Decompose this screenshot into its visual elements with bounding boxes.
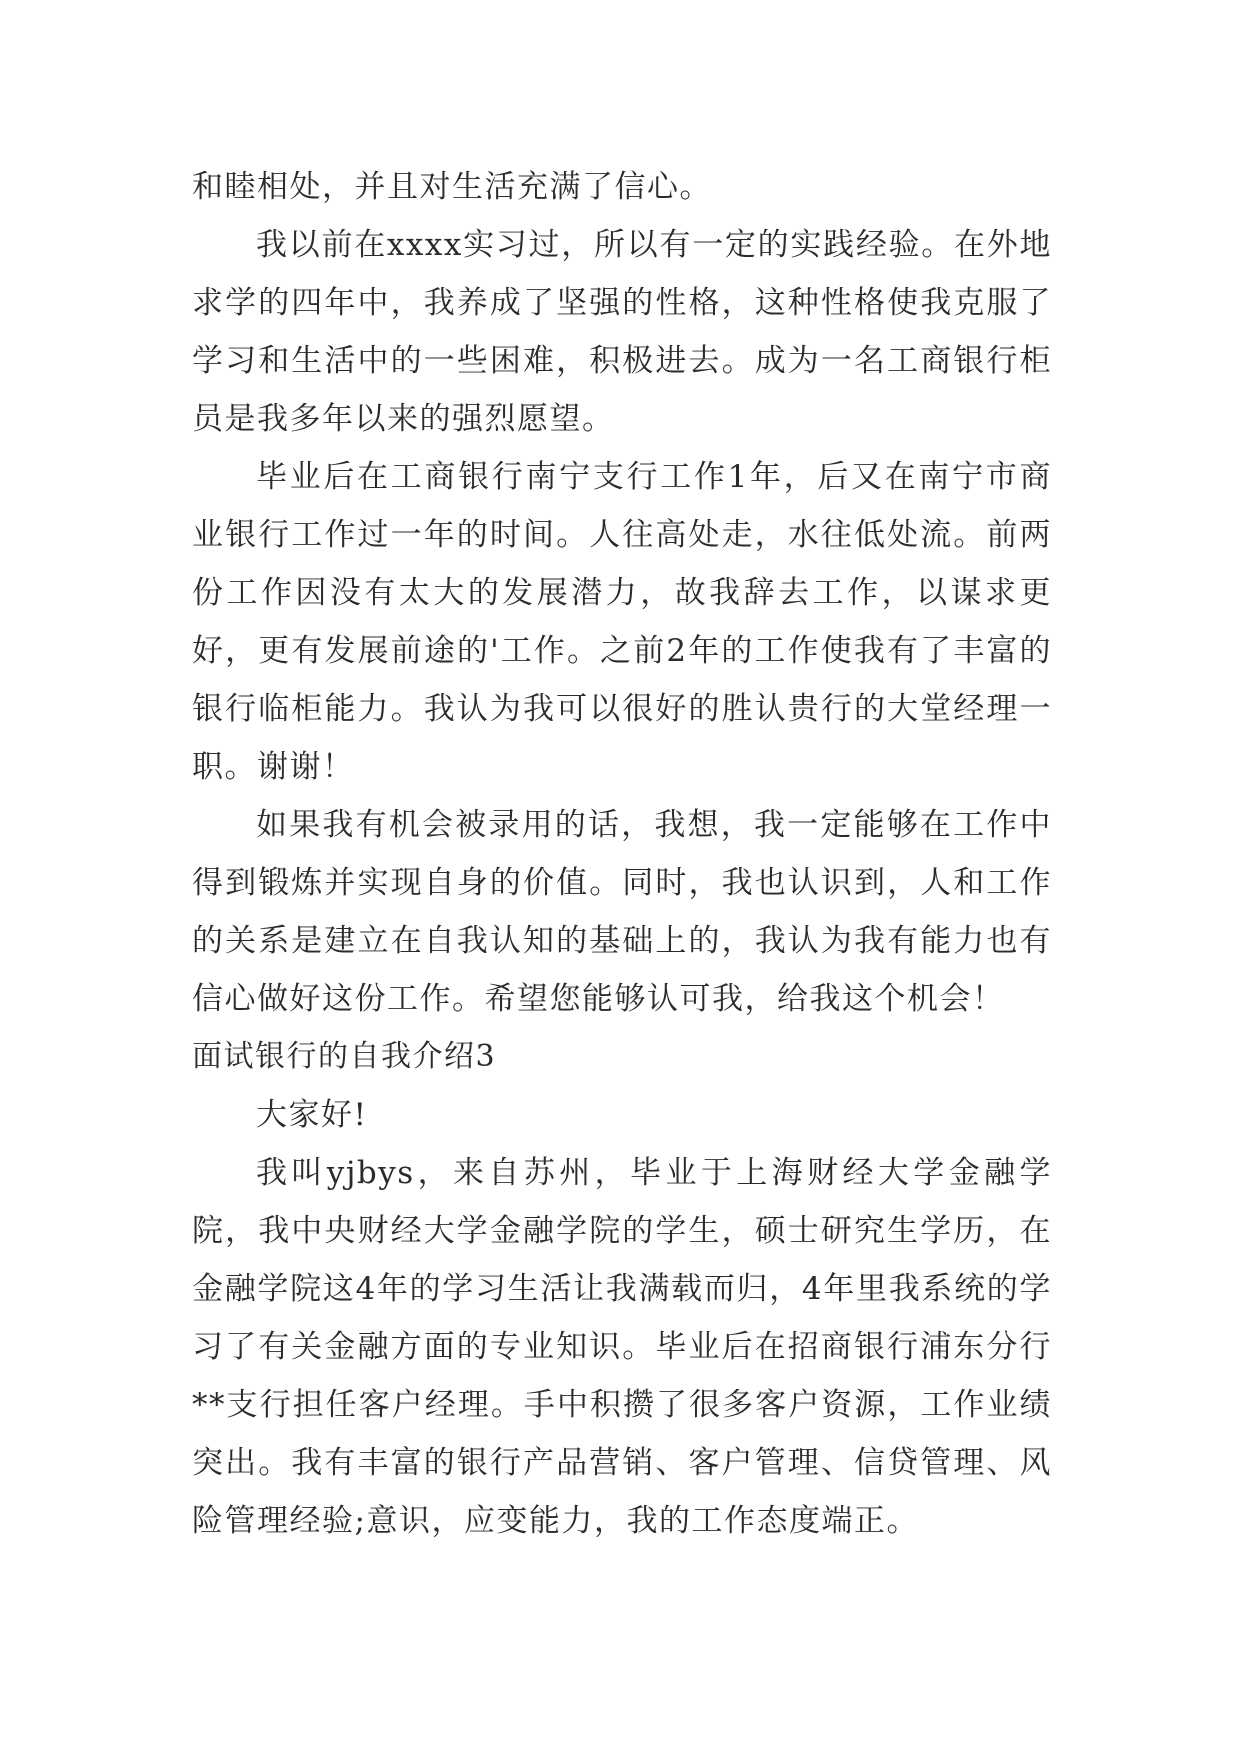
paragraph-work-history: 毕业后在工商银行南宁支行工作1年，后又在南宁市商业银行工作过一年的时间。人往高处走，水往低处流。前两份工作因没有太大的发展潜力，故我辞去工作，以谋求更好，更有发展前途的'工作。之前2年的工作使我有了丰富的银行临柜能力。我认为我可以很好的胜认贵行的大堂经理一职。谢谢！ xyxy=(192,459,1052,785)
paragraph-continuation: 和睦相处，并且对生活充满了信心。 xyxy=(192,169,712,205)
section-heading: 面试银行的自我介绍3 xyxy=(192,1039,497,1074)
paragraph-introduction: 我叫yjbys，来自苏州，毕业于上海财经大学金融学院，我中央财经大学金融学院的学生，硕士研究生学历，在金融学院这4年的学习生活让我满载而归，4年里我系统的学习了有关金融方面的专业知识。毕业后在招商银行浦东分行**支行担任客户经理。手中积攒了很多客户资源，工作业绩突出。我有丰富的银行产品营销、客户管理、信贷管理、风险管理经验;意识，应变能力，我的工作态度端正。 xyxy=(192,1155,1052,1539)
paragraph-closing: 如果我有机会被录用的话，我想，我一定能够在工作中得到锻炼并实现自身的价值。同时，我也认识到，人和工作的关系是建立在自我认知的基础上的，我认为我有能力也有信心做好这份工作。希望您能够认可我，给我这个机会！ xyxy=(192,807,1052,1017)
paragraph-greeting: 大家好! xyxy=(256,1097,368,1133)
paragraph-internship: 我以前在xxxx实习过，所以有一定的实践经验。在外地求学的四年中，我养成了坚强的性格，这种性格使我克服了学习和生活中的一些困难，积极进去。成为一名工商银行柜员是我多年以来的强烈愿望。 xyxy=(192,227,1052,437)
document-body xyxy=(192,158,1052,1550)
